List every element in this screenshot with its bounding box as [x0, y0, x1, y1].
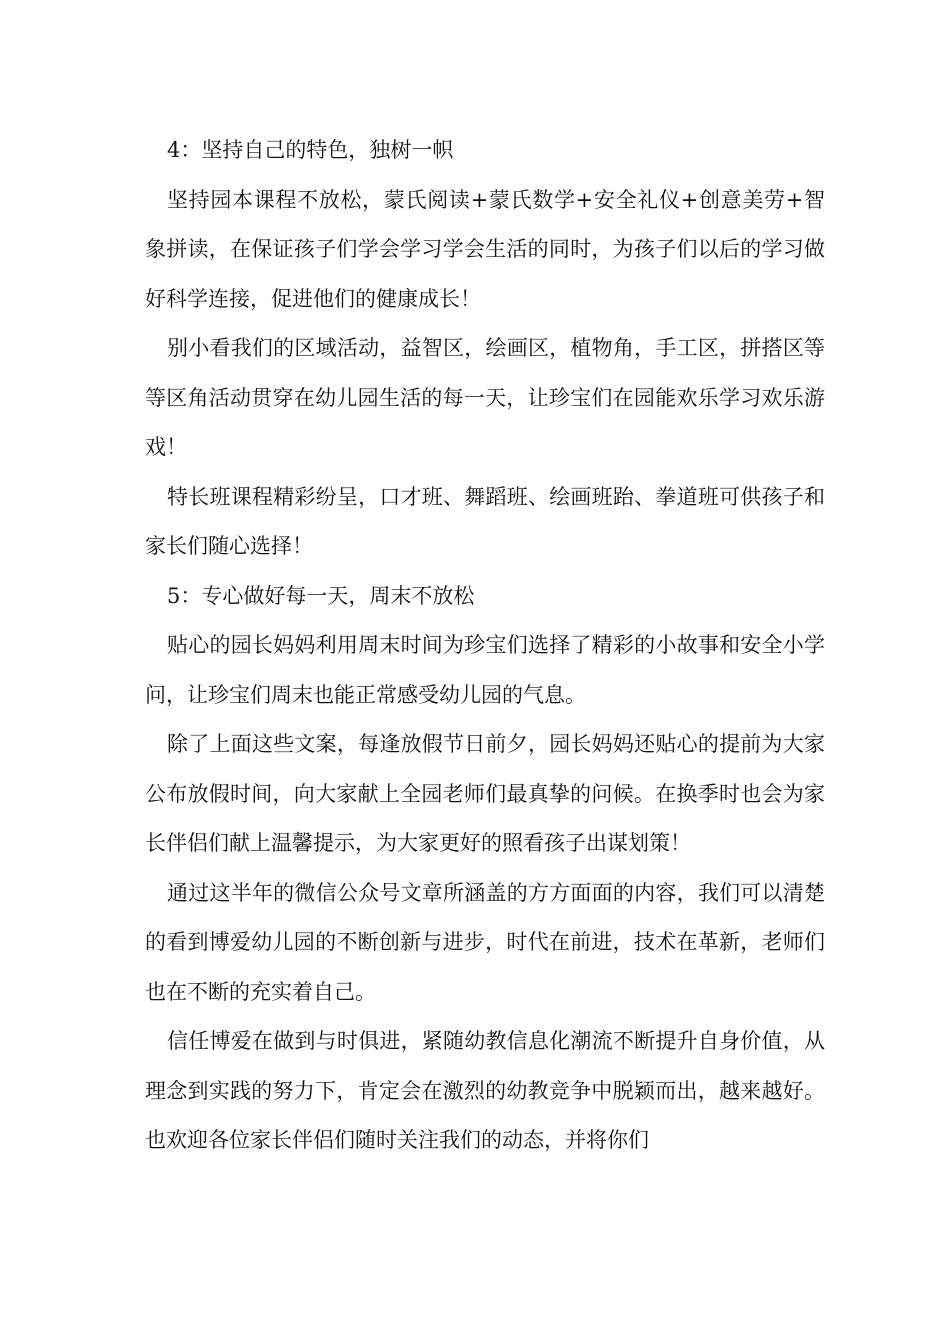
paragraph-holiday-notices: 除了上面这些文案，每逢放假节日前夕，园长妈妈还贴心的提前为大家公布放假时间，向大家献上全园老师们最真挚的问候。在换季时也会为家长伴侣们献上温馨提示，为大家更好的照看孩子出谋划策！: [145, 732, 825, 855]
heading-section-5: 5：专心做好每一天，周末不放松: [167, 583, 475, 608]
paragraph-closing: 信任博爱在做到与时俱进，紧随幼教信息化潮流不断提升自身价值，从理念到实践的努力下，肯定会在激烈的幼教竞争中脱颖而出，越来越好。也欢迎各位家长伴侣们随时关注我们的动态，并将你们: [145, 1029, 825, 1152]
paragraph-curriculum: 坚持园本课程不放松，蒙氏阅读+蒙氏数学+安全礼仪+创意美劳+智象拼读，在保证孩子们学会学习学会生活的同时，为孩子们以后的学习做好科学连接，促进他们的健康成长！: [145, 187, 825, 311]
paragraph-weekend: 贴心的园长妈妈利用周末时间为珍宝们选择了精彩的小故事和安全小学问，让珍宝们周末也能正常感受幼儿园的气息。: [145, 633, 825, 707]
heading-section-4: 4：坚持自己的特色，独树一帜: [167, 138, 454, 162]
paragraph-wechat-summary: 通过这半年的微信公众号文章所涵盖的方方面面的内容，我们可以清楚的看到博爱幼儿园的不断创新与进步，时代在前进，技术在革新，老师们也在不断的充实着自己。: [145, 880, 825, 1004]
paragraph-special-classes: 特长班课程精彩纷呈，口才班、舞蹈班、绘画班跆、拳道班可供孩子和家长们随心选择！: [145, 484, 825, 558]
paragraph-area-activities: 别小看我们的区域活动，益智区，绘画区，植物角，手工区，拼搭区等等区角活动贯穿在幼儿园生活的每一天，让珍宝们在园能欢乐学习欢乐游戏！: [145, 336, 825, 459]
document-body: [145, 126, 825, 1166]
